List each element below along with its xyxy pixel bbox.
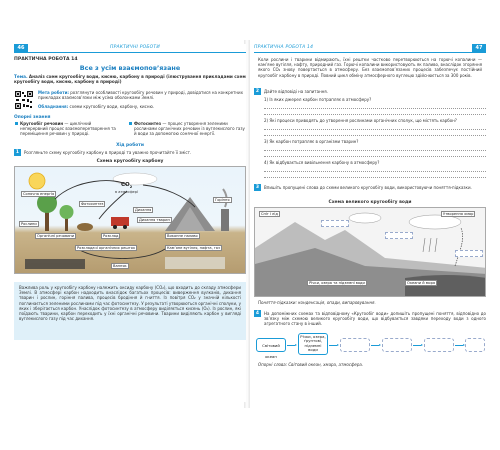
concept2 [134,121,246,137]
concept1-bullet [15,122,18,125]
text-block-box [14,282,246,340]
topic-text: Аналіз схем кругообігу води, кисню, карбону в природі (ілюстрування прикладами схем кругообігу води, кисню, карбону в природі) [14,74,246,85]
figure-label-coal-oil-gas: Кам’яне вугілля, нафта, газ [167,246,220,250]
flow-arrow-2 [329,345,337,346]
water-blank-2[interactable] [385,232,413,239]
footer-text: Опорні слова: Світовий океан, хмара, атмосфера. [258,362,364,367]
concept2-bullet [129,122,132,125]
task2-text: Дайте відповіді на запитання. [264,89,328,94]
text-block: Важлива роль у кругообігу карбону належить оксиду карбону (CO₂), що входить до складу атмосфери Землі. В атмосфері карбон надходить внаслідок багатьох процесів: виверження вулканів, дихання тварин і рослин, горіння палива, процесів бродіння й гниття. Із повітря CO₂ у значній кількості поглинається зеленими рослинами під час фотосинтезу. У результаті утворюються органічні сполуки, у яких і зберігається карбон. Унаслідок фотосинтезу в атмосферу виділяється кисень (O₂). Із рослин, які поїдають тварини, карбон переходить у їхні органічні речовини. Тварини виділяють карбон у вигляді вуглекислого газу під час дихання. [19,285,241,322]
right-page [254,44,486,402]
answer-line-1b[interactable] [264,114,486,115]
water-blank-3[interactable] [455,250,483,257]
task1-text: Розгляньте схему кругообігу карбону в природі та уважно прочитайте її зміст. [24,150,192,155]
water-cycle-illustration [255,208,486,297]
answer-line-4a[interactable] [264,171,486,172]
equipment-label: Обладнання: [38,104,69,109]
carbon-figure-title: Схема кругообігу карбону [96,159,164,164]
figure-label-fossil-fuel: Викопне паливо [167,234,198,238]
answer-line-2b[interactable] [264,135,486,136]
question-3: 3) Як карбон потрапляє в організми тварин? [264,139,359,144]
flow-arrow-4 [413,345,421,346]
intro-text: Коли рослини і тварини відмирають, їхні рештки частково перетворюються на горючі копалини — кам’яне вугілля, нафту, природний газ. Горючі копалини використовують як паливо, внаслідок згоряння якого CO₂ знову повертається в атмосферу. Без взаємопов’язаних процесів забезпечує постійний кругообіг карбону в природі. Повний цикл обміну атмосферного вуглецю здійснюється за 300 років. [258,57,482,78]
task1-number: 1 [15,150,20,155]
left-page-number: 46 [14,44,28,52]
concepts-title: Опорні знання [14,115,51,120]
flow-blank-2[interactable] [382,338,412,352]
concept1-text: — циклічний неперервний процес взаємоперетворення та переміщення речовин у природі. [20,121,116,137]
topic [14,74,246,84]
concept2-text: — процес утворення зеленими рослинами органічних речовин із вуглекислого газу й води за допомогою сонячної енергії. [134,121,245,137]
water-blank-1[interactable] [321,220,349,227]
flow-blank-3[interactable] [424,338,454,352]
question-4: 4) Як відбувається вивільнення карбону в атмосферу? [264,160,380,165]
water-figure-title: Схема великого кругообігу води [328,200,412,205]
figure-label-organic: Органічні речовини [37,234,75,238]
flow-blank-1[interactable] [340,338,370,352]
left-page [14,44,246,402]
concept2-term: Фотосинтез [134,121,162,126]
flow-arrow-5 [455,345,463,346]
task2-number: 2 [255,89,260,94]
water-label-snow-ice: Сніг і лід [261,212,278,216]
right-header-title: ПРАКТИЧНА РОБОТА 14 [254,45,314,50]
water-label-cloud-formation: Утворення хмар [443,212,474,216]
answer-line-2a[interactable] [264,129,486,130]
hint-text: Поняття-підказки: конденсація, опади, випаровування. [258,300,376,305]
figure-label-decomposers: Розкладачі органічних решток [77,246,136,250]
co2-text: CO [121,182,130,188]
topic-label: Тема. [14,74,28,79]
figure-label-animal-respiration: Дихання тварин [139,218,170,222]
figure-label-burning: Горіння [215,198,230,202]
main-title: Все з усім взаємопов’язане [79,64,181,72]
water-label-oceans: Океани й моря [407,281,436,285]
flow-box-ocean: Світовий океан [256,338,286,352]
flow-arrow-3 [371,345,379,346]
flow-box-rivers: Річки, озера, ґрунтові, підземні води [298,333,328,355]
answer-line-3b[interactable] [264,156,486,157]
task3-text: Впишіть пропущені слова до схеми великого кругообігу води, використовуючи поняття-підказки. [264,185,472,190]
figure-label-respiration: Дихання [135,208,152,212]
carbon-cycle-figure [14,166,246,274]
figure-label-solar: Сонячна енергія [23,192,55,196]
work-label: ПРАКТИЧНА РОБОТА 14 [14,57,78,62]
right-header [254,44,486,53]
co2-atmosphere-label: в атмосфері [115,190,139,194]
goal-label: Мета роботи: [38,90,69,95]
question-2: 2) Які процеси приводять до утворення рослинами органічних сполук, що містять карбон? [264,118,457,123]
right-page-number: 47 [472,44,486,52]
water-label-rivers: Річки, озера та підземні води [307,280,367,286]
water-cycle-figure [254,207,486,297]
goal [38,90,246,100]
task4-text: На допоміжних схемах та відповідному «Кругообіг води» допишіть пропущені поняття, відповідно до зв’язку між схемою великого кругообігу води, що відбувається завдяки переходу води з одного агрегатного стану в інший. [264,311,486,327]
progress-title: Хід роботи [116,143,144,148]
concept1 [20,121,120,137]
task4-number: 4 [255,311,260,316]
question-1: 1) Із яких джерел карбон потрапляє в атмосферу? [264,97,372,102]
figure-label-decay: Розклад [103,234,119,238]
goal-text: розглянути особливості кругообігу речовин у природі, довідатися на конкретних прикладах взаємозв’язки між усіма оболонками Землі. [38,90,243,101]
answer-line-3a[interactable] [264,150,486,151]
co2-subscript: 2 [129,185,133,190]
figure-label-plants: Рослини [21,222,37,226]
left-header-title: ПРАКТИЧНІ РОБОТИ [110,45,160,50]
flow-arrow-1 [287,345,295,346]
equipment [38,104,246,109]
task3-number: 3 [255,185,260,190]
answer-line-1a[interactable] [264,108,486,109]
concept1-term: Кругообіг речовин [20,121,64,126]
flow-blank-4[interactable] [465,338,485,352]
answer-line-4b[interactable] [264,177,486,178]
figure-label-limestone: Вапняк [113,264,127,268]
qr-code-icon[interactable] [14,90,34,110]
left-header [14,44,246,53]
equipment-text: схеми кругообігу води, карбону, кисню. [69,104,155,109]
figure-label-photosynthesis: Фотосинтез [81,202,104,206]
